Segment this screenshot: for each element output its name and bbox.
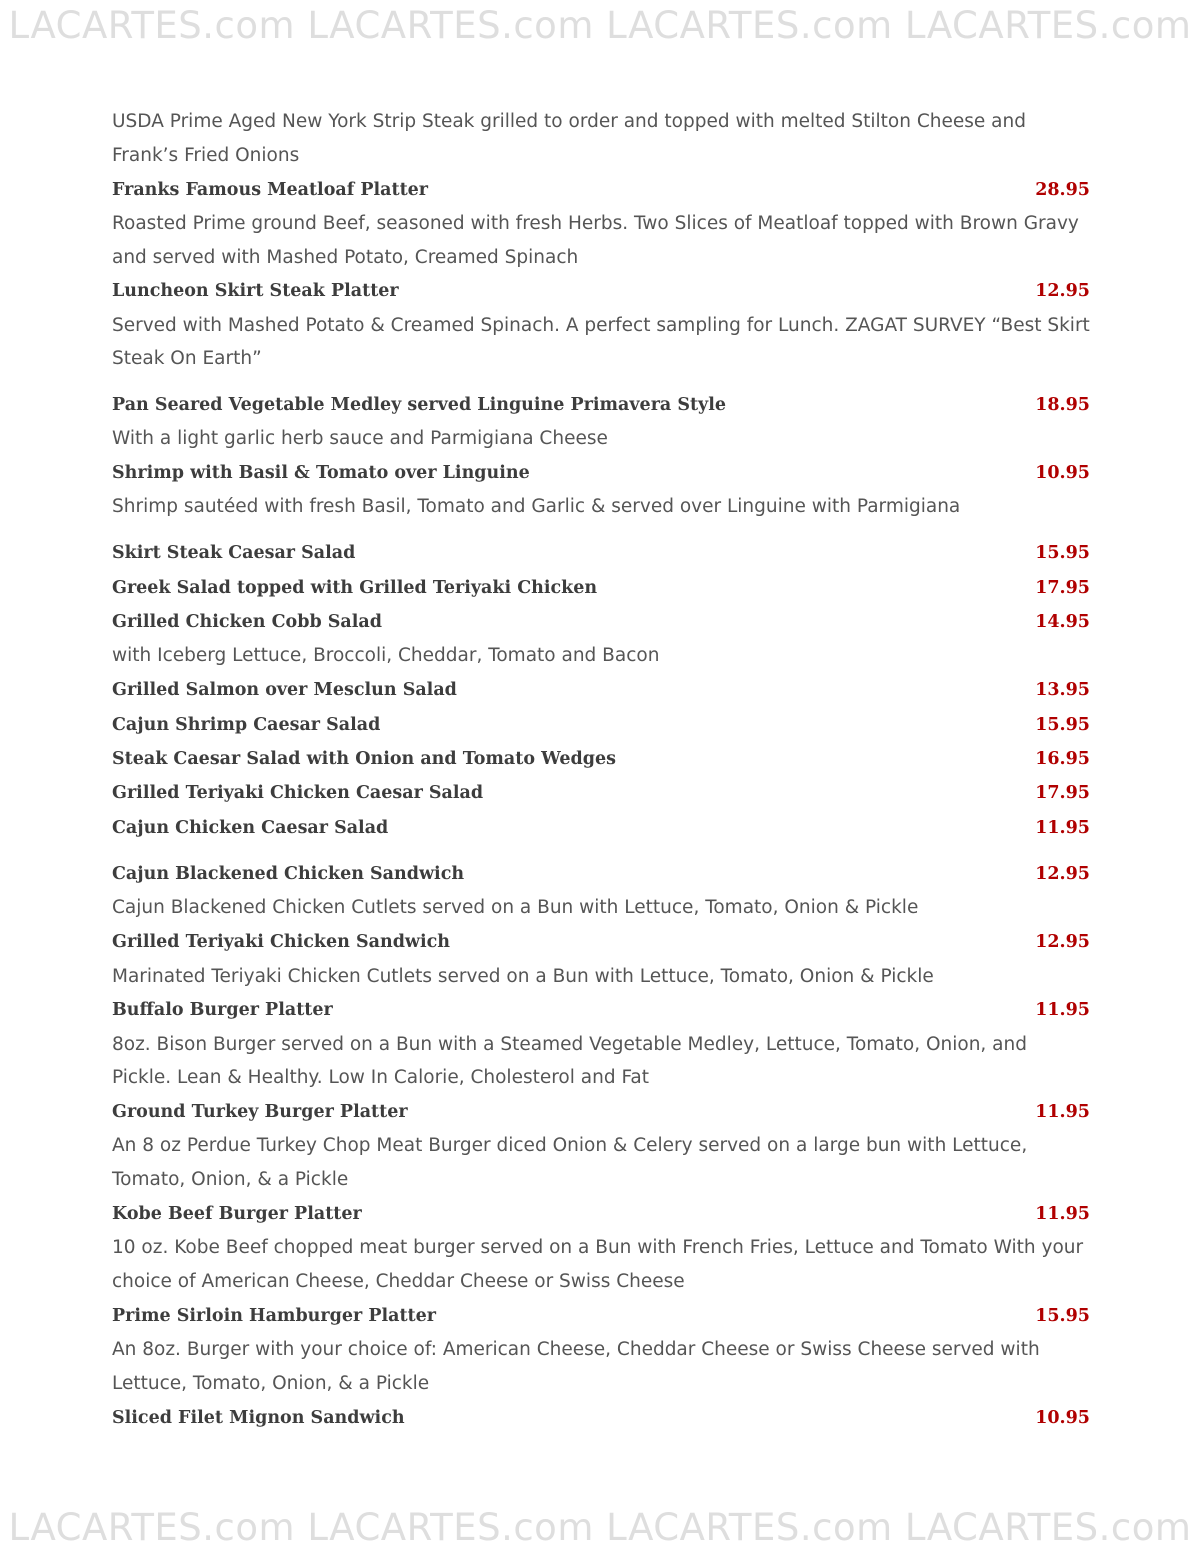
menu-item <box>112 105 1090 172</box>
item-name: Luncheon Skirt Steak Platter <box>112 281 399 302</box>
menu-item <box>112 811 1090 845</box>
item-price: 15.95 <box>1035 714 1090 735</box>
item-price: 12.95 <box>1035 932 1090 953</box>
menu-item-header <box>112 536 1090 570</box>
menu-item-header <box>112 673 1090 707</box>
item-name: Skirt Steak Caesar Salad <box>112 543 356 564</box>
menu-item <box>112 172 1090 274</box>
menu-item-header <box>112 993 1090 1027</box>
item-price: 11.95 <box>1035 1102 1090 1123</box>
menu-item-header <box>112 605 1090 639</box>
menu-item <box>112 776 1090 810</box>
item-name: Cajun Shrimp Caesar Salad <box>112 714 381 735</box>
item-description: Shrimp sautéed with fresh Basil, Tomato and Garlic & served over Linguine with Parmigiana <box>112 496 961 518</box>
item-name: Grilled Teriyaki Chicken Sandwich <box>112 932 451 953</box>
item-description: USDA Prime Aged New York Strip Steak grilled to order and topped with melted Stilton Cheese and Frank’s Fried Onions <box>112 111 1026 166</box>
item-name: Cajun Chicken Caesar Salad <box>112 817 389 838</box>
item-price: 13.95 <box>1035 680 1090 701</box>
item-price: 11.95 <box>1035 817 1090 838</box>
menu-item <box>112 1095 1090 1197</box>
menu-item-header <box>112 925 1090 959</box>
menu-item-header <box>112 388 1090 422</box>
item-price: 17.95 <box>1035 577 1090 598</box>
menu-item-header <box>112 811 1090 845</box>
item-name: Ground Turkey Burger Platter <box>112 1102 408 1123</box>
item-price: 16.95 <box>1035 749 1090 770</box>
menu-item-header <box>112 1299 1090 1333</box>
menu-item-header <box>112 857 1090 891</box>
menu-item <box>112 536 1090 570</box>
menu-item <box>112 925 1090 993</box>
section-divider <box>112 376 1090 388</box>
item-name: Sliced Filet Mignon Sandwich <box>112 1407 405 1428</box>
menu-item <box>112 742 1090 776</box>
item-price: 10.95 <box>1035 463 1090 484</box>
menu-item-header <box>112 456 1090 490</box>
menu-item <box>112 993 1090 1095</box>
menu-list <box>112 105 1090 1435</box>
section-divider <box>112 524 1090 536</box>
item-name: Cajun Blackened Chicken Sandwich <box>112 864 465 885</box>
menu-item-header <box>112 776 1090 810</box>
item-description: 10 oz. Kobe Beef chopped meat burger served on a Bun with French Fries, Lettuce and Tomato With your choice of American Cheese, Cheddar Cheese or Swiss Cheese <box>112 1237 1084 1292</box>
item-name: Buffalo Burger Platter <box>112 1000 333 1021</box>
menu-item-header <box>112 707 1090 741</box>
menu-item <box>112 456 1090 524</box>
menu-item <box>112 605 1090 673</box>
watermark-bottom: LACARTES.com LACARTES.com LACARTES.com LACARTES.com <box>8 1506 1192 1549</box>
menu-item-header <box>112 742 1090 776</box>
item-price: 12.95 <box>1035 281 1090 302</box>
item-name: Grilled Salmon over Mesclun Salad <box>112 680 457 701</box>
item-price: 15.95 <box>1035 543 1090 564</box>
item-description: 8oz. Bison Burger served on a Bun with a Steamed Vegetable Medley, Lettuce, Tomato, Onion, and Pickle. Lean & Healthy. Low In Calorie, Cholesterol and Fat <box>112 1033 1027 1089</box>
item-price: 12.95 <box>1035 864 1090 885</box>
item-price: 17.95 <box>1035 783 1090 804</box>
menu-item-header <box>112 1400 1090 1434</box>
menu-item-header <box>112 274 1090 308</box>
item-description: with Iceberg Lettuce, Broccoli, Cheddar, Tomato and Bacon <box>112 645 660 667</box>
item-description: Roasted Prime ground Beef, seasoned with fresh Herbs. Two Slices of Meatloaf topped with Brown Gravy and served with Mashed Potato, Creamed Spinach <box>112 212 1079 268</box>
item-price: 10.95 <box>1035 1407 1090 1428</box>
item-name: Prime Sirloin Hamburger Platter <box>112 1305 436 1326</box>
item-name: Grilled Teriyaki Chicken Caesar Salad <box>112 783 484 804</box>
watermark-top: LACARTES.com LACARTES.com LACARTES.com LACARTES.com <box>8 4 1192 47</box>
menu-item <box>112 857 1090 925</box>
menu-item-header <box>112 1197 1090 1231</box>
item-description: An 8oz. Burger with your choice of: American Cheese, Cheddar Cheese or Swiss Cheese served with Lettuce, Tomato, Onion, & a Pickle <box>112 1338 1040 1394</box>
item-description: Marinated Teriyaki Chicken Cutlets served on a Bun with Lettuce, Tomato, Onion & Pickle <box>112 965 934 987</box>
item-price: 28.95 <box>1035 179 1090 200</box>
item-price: 15.95 <box>1035 1305 1090 1326</box>
item-price: 11.95 <box>1035 1203 1090 1224</box>
item-price: 18.95 <box>1035 395 1090 416</box>
menu-item <box>112 388 1090 456</box>
item-name: Pan Seared Vegetable Medley served Linguine Primavera Style <box>112 395 727 416</box>
item-description: With a light garlic herb sauce and Parmigiana Cheese <box>112 428 608 450</box>
item-name: Steak Caesar Salad with Onion and Tomato Wedges <box>112 749 616 770</box>
item-name: Grilled Chicken Cobb Salad <box>112 612 382 633</box>
item-name: Shrimp with Basil & Tomato over Linguine <box>112 463 530 484</box>
menu-item-header <box>112 1095 1090 1129</box>
item-description: An 8 oz Perdue Turkey Chop Meat Burger diced Onion & Celery served on a large bun with Lettuce, Tomato, Onion, & a Pickle <box>112 1135 1028 1191</box>
menu-item <box>112 274 1090 376</box>
menu-item <box>112 1299 1090 1401</box>
menu-item <box>112 673 1090 707</box>
menu-item-header <box>112 172 1090 206</box>
item-price: 14.95 <box>1035 612 1090 633</box>
menu-item <box>112 1197 1090 1299</box>
menu-item <box>112 707 1090 741</box>
item-price: 11.95 <box>1035 1000 1090 1021</box>
menu-item <box>112 1400 1090 1434</box>
menu-item-header <box>112 571 1090 605</box>
section-divider <box>112 845 1090 857</box>
item-description: Served with Mashed Potato & Creamed Spinach. A perfect sampling for Lunch. ZAGAT SURVEY “Best Skirt Steak On Earth” <box>112 314 1090 370</box>
item-name: Kobe Beef Burger Platter <box>112 1203 362 1224</box>
item-name: Greek Salad topped with Grilled Teriyaki Chicken <box>112 577 598 598</box>
item-description: Cajun Blackened Chicken Cutlets served on a Bun with Lettuce, Tomato, Onion & Pickle <box>112 897 919 919</box>
item-name: Franks Famous Meatloaf Platter <box>112 179 429 200</box>
menu-item <box>112 571 1090 605</box>
